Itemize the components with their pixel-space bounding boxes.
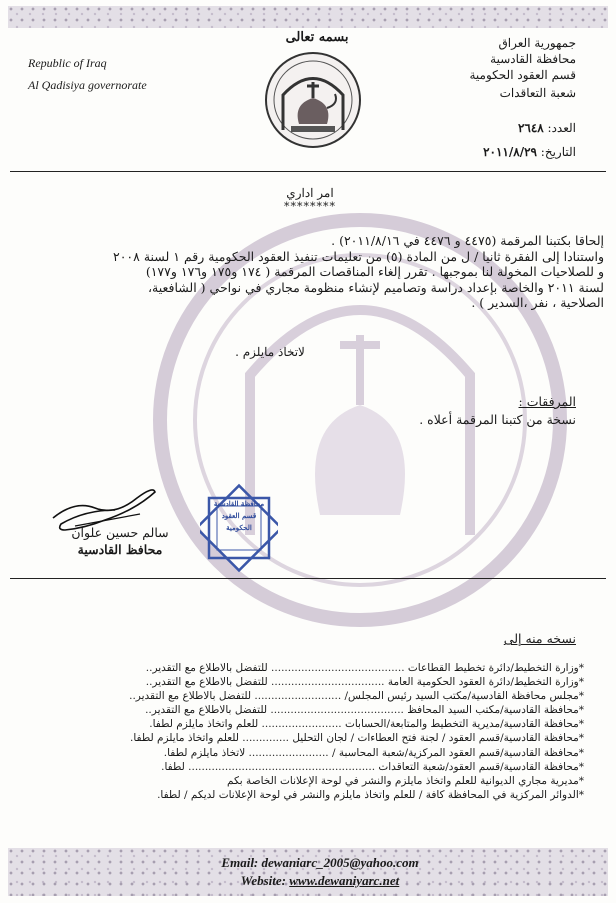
stamp-line: قسم العقود bbox=[221, 511, 257, 520]
body-line: إلحاقا بكتبنا المرقمة (٤٤٧٥ و ٤٤٧٦ في ٢٠١١/٨/١٦) . bbox=[331, 233, 604, 248]
basmala: بسمه تعالى bbox=[285, 30, 349, 45]
body-line: الصلاحية ، نفر ،السدير ) . bbox=[471, 295, 604, 311]
official-stamp bbox=[200, 480, 278, 578]
number-label: العدد bbox=[551, 121, 576, 135]
header-divider bbox=[10, 171, 606, 172]
attachments-heading: المرفقات : bbox=[518, 394, 576, 409]
signer-block bbox=[55, 524, 185, 558]
list-item: *مديرية مجاري الديوانية للعلم واتخاذ مايلزم والنشر في لوحة الإعلانات الخاصة بكم bbox=[227, 774, 584, 787]
letter-body bbox=[36, 233, 604, 311]
stamp-line: الحكومية bbox=[226, 523, 252, 532]
list-item: *وزارة التخطيط/دائرة العقود الحكومية العامة .................................. للتفضل بالاطلاع مع التقدير.. bbox=[145, 676, 584, 689]
list-item: *محافظة القادسية/قسم العقود/شعبة التعاقدات ........................................................ لطفا. bbox=[161, 760, 584, 773]
body-line: واستنادا إلى الفقرة ثانيا / ل من المادة (٥) من تعليمات تنفيذ العقود الحكومية رقم ١ لسنة ٢٠٠٨ bbox=[113, 248, 604, 264]
governorate-emblem bbox=[263, 50, 363, 150]
attachments-text: نسخة من كتبنا المرقمة أعلاه . bbox=[419, 412, 576, 427]
number-field: العدد: ٢٦٤٨ bbox=[517, 121, 576, 135]
arabic-republic: جمهورية العراق bbox=[498, 36, 576, 50]
title-stars: ******** bbox=[284, 200, 336, 213]
order-title: امر اداري bbox=[286, 186, 334, 200]
date-label: التاريخ bbox=[544, 145, 576, 159]
list-item: *مجلس محافظة القادسية/مكتب السيد رئيس المجلس/ .......................... للتفضل بالاطلاع مع التقدير.. bbox=[129, 690, 584, 703]
governorate-label: Al Qadisiya governorate bbox=[28, 78, 147, 92]
date-field: التاريخ: ٢٠١١/٨/٢٩ bbox=[483, 145, 576, 159]
footer-website bbox=[190, 873, 450, 889]
footer-email bbox=[190, 855, 450, 871]
signer-title: محافظ القادسية bbox=[77, 542, 163, 557]
email-label: Email: bbox=[221, 855, 259, 870]
list-item: *وزارة التخطيط/دائرة تخطيط القطاعات ........................................ للتفضل بالاطلاع مع التقدير.. bbox=[145, 662, 584, 674]
republic-label: Republic of Iraq bbox=[28, 56, 107, 70]
decorative-top-band bbox=[8, 6, 608, 28]
action-text: لاتخاذ مايلزم . bbox=[235, 345, 305, 359]
body-line: لسنة ٢٠١١ والخاصة بإعداد دراسة وتصاميم لإنشاء منظومة مجاري في نواحي ( الشافعية، bbox=[147, 279, 604, 295]
arabic-department: قسم العقود الحكومية bbox=[469, 68, 576, 82]
date-value: ٢٠١١/٨/٢٩ bbox=[483, 145, 537, 159]
distribution-list bbox=[30, 661, 584, 802]
body-line: و للصلاحيات المخولة لنا بموجبها . تقرر إلغاء المناقصات المرقمة ( ١٧٤ و١٧٥ و١٧٦ و١٧٧) bbox=[145, 264, 604, 280]
list-item: *محافظة القادسية/مكتب السيد المحافظ ........................................ للتفضل بالاطلاع مع التقدير.. bbox=[145, 704, 584, 717]
arabic-section: شعبة التعاقدات bbox=[499, 86, 576, 100]
email-link[interactable]: dewaniarc_2005@yahoo.com bbox=[261, 855, 419, 870]
arabic-governorate: محافظة القادسية bbox=[490, 52, 576, 66]
copies-heading: نسخه منه إلى bbox=[503, 631, 576, 646]
body-divider bbox=[10, 578, 606, 579]
website-link[interactable]: www.dewaniyarc.net bbox=[289, 873, 400, 888]
list-item: *محافظة القادسية/مديرية التخطيط والمتابعة/الحسابات ........................ للعلم واتخاذ مايلزم لطفا. bbox=[149, 718, 584, 731]
website-label: Website: bbox=[240, 873, 286, 888]
stamp-line: محافظة القادسية bbox=[213, 499, 265, 508]
list-item: *الدوائر المركزية في المحافظة كافة / للعلم واتخاذ مايلزم والنشر في لوحة الإعلانات لديكم / لطفا. bbox=[157, 788, 584, 801]
list-item: *محافظة القادسية/قسم العقود المركزية/شعبة المحاسبة / ........................ لاتخاذ مايلزم لطفا. bbox=[163, 746, 584, 759]
list-item: *محافظة القادسية/قسم العقود / لجنة فتح العطاءات / لجان التحليل .............. للعلم واتخاذ مايلزم لطفا. bbox=[129, 732, 584, 745]
number-value: ٢٦٤٨ bbox=[517, 121, 544, 135]
signer-name: سالم حسين علوان bbox=[71, 525, 169, 540]
